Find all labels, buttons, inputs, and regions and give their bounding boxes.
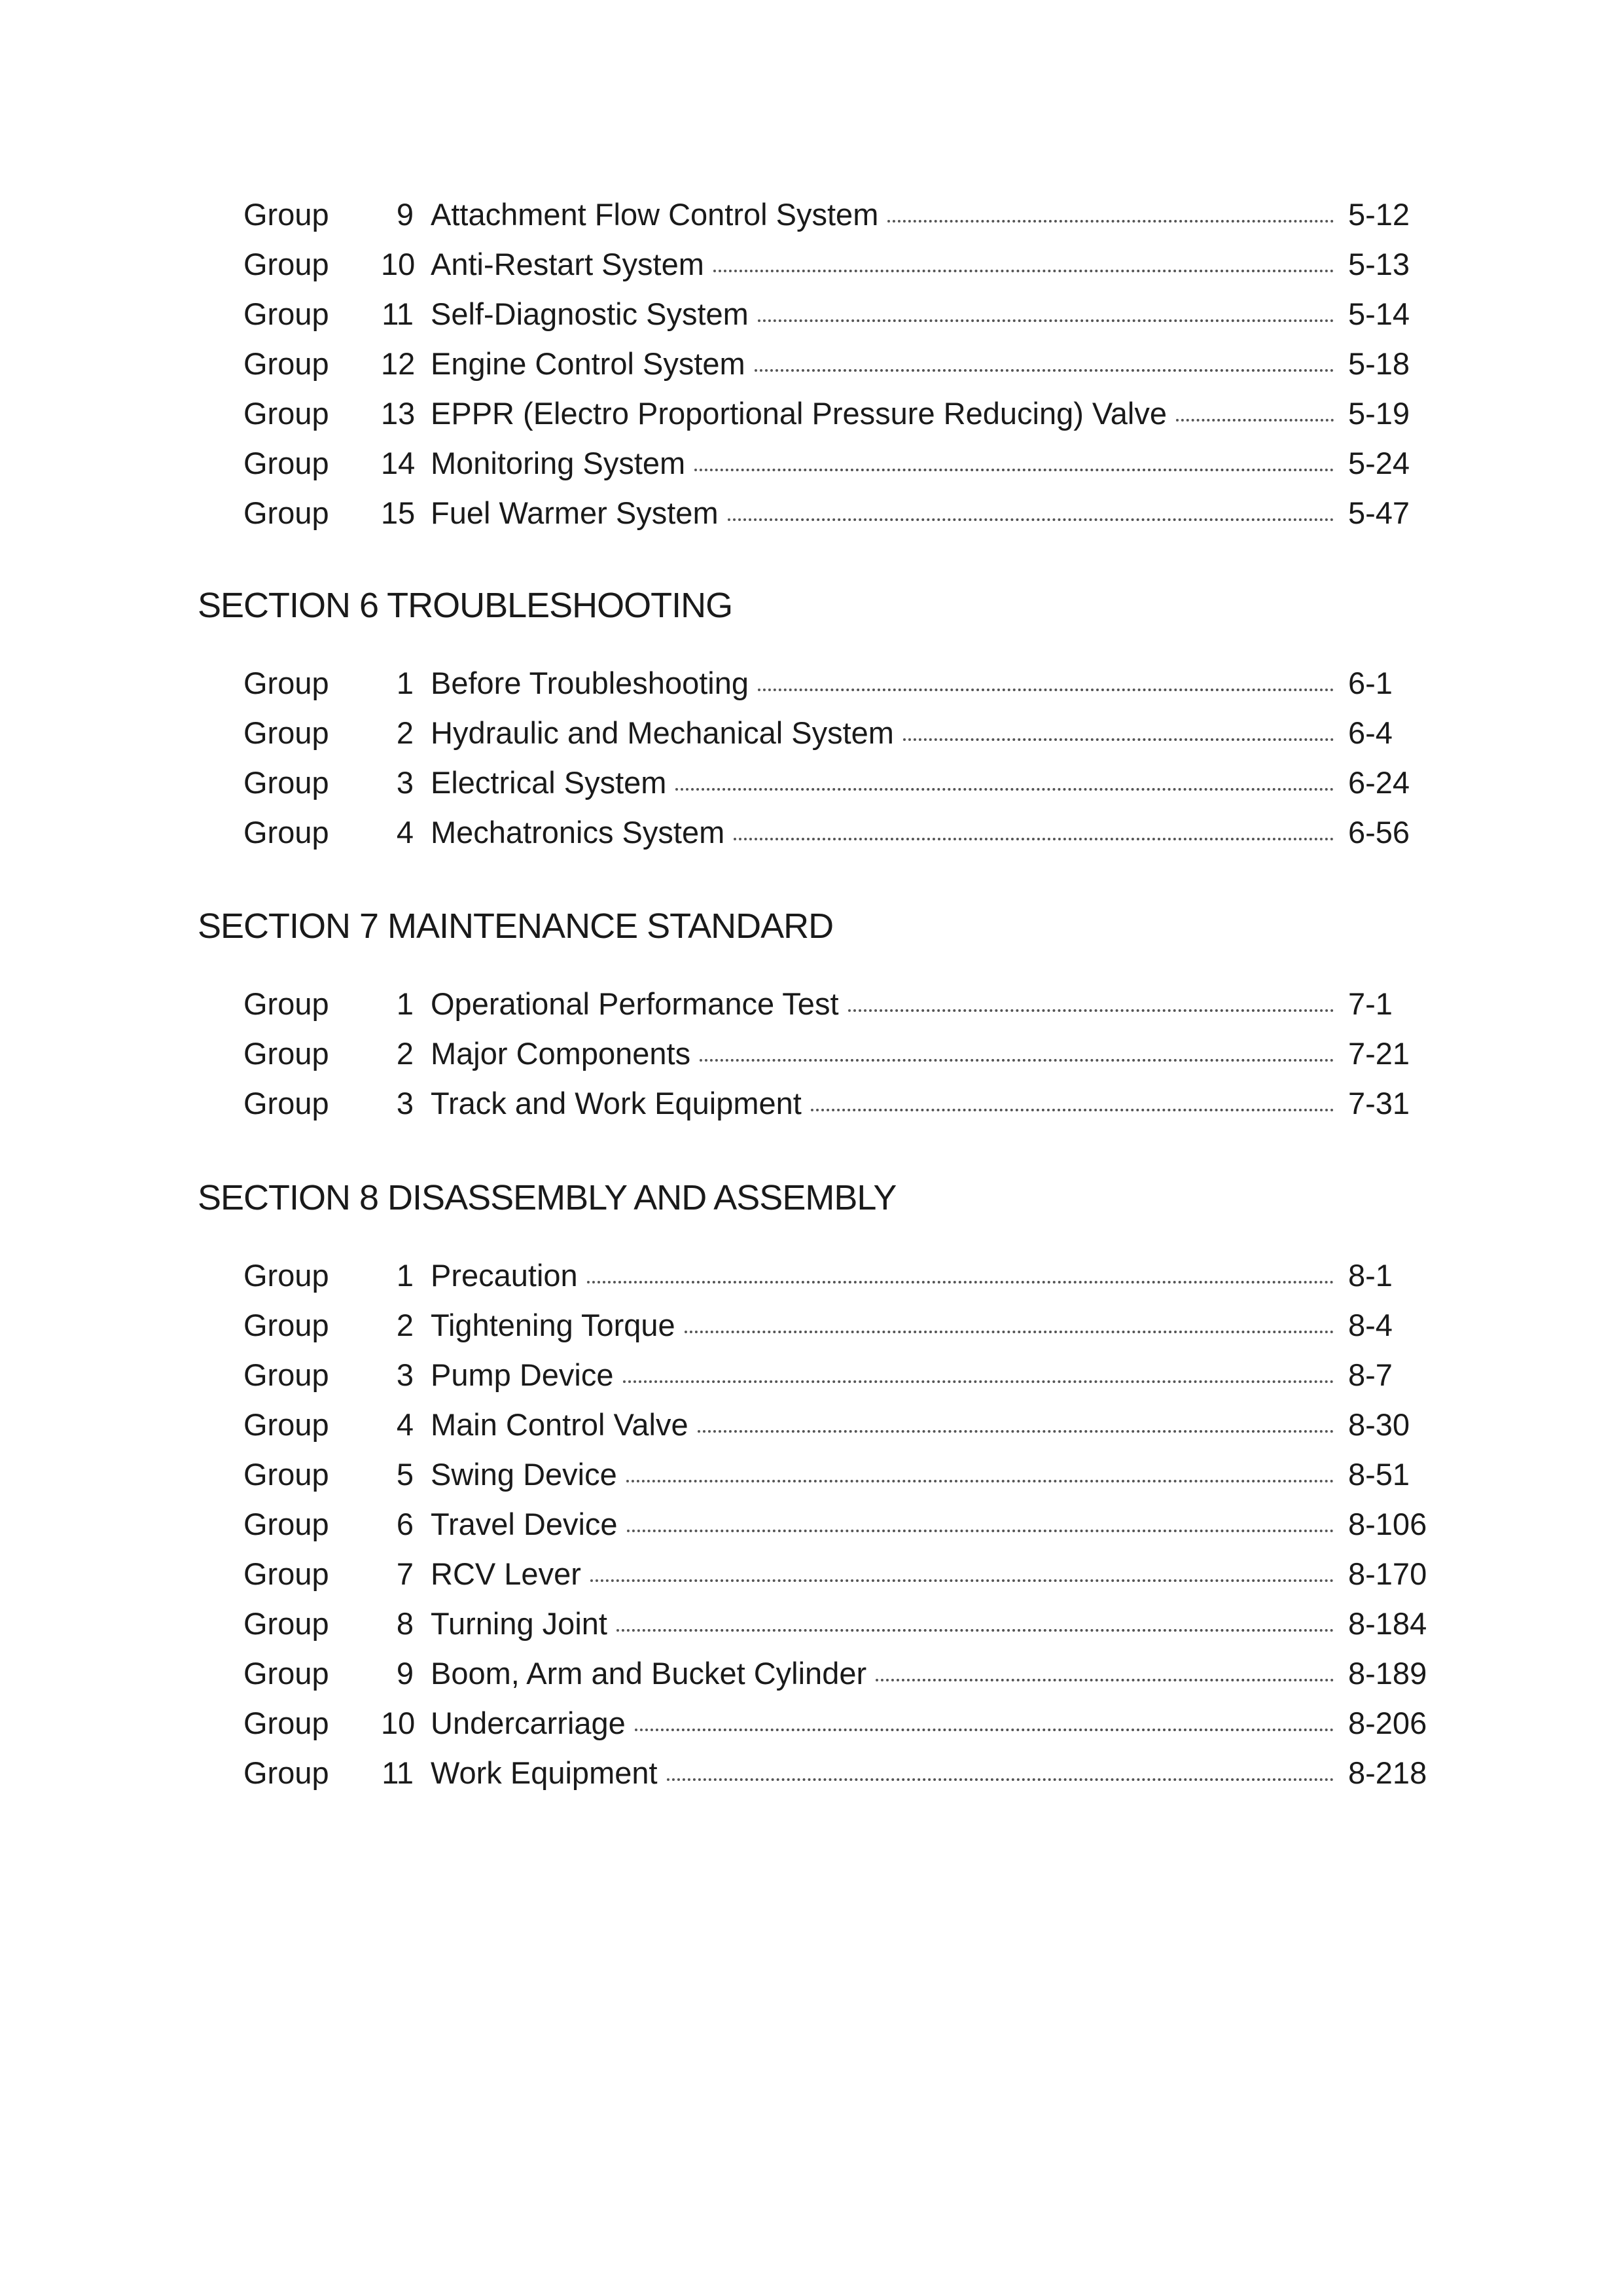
page-number: 8-189 [1348,1656,1427,1691]
dot-leader [887,220,1334,223]
toc-entry[interactable] [0,488,1623,538]
dot-leader [903,738,1334,741]
page-number: 7-1 [1348,986,1393,1021]
entry-title: Hydraulic and Mechanical System [431,708,901,758]
entry-title: Swing Device [431,1450,624,1499]
toc-entry[interactable] [0,808,1623,857]
dot-leader [1176,419,1334,422]
entry-title: Before Troubleshooting [431,658,755,708]
group-number: 13 [381,396,416,431]
page-number: 8-51 [1348,1457,1410,1492]
entry-title: Tightening Torque [431,1300,682,1350]
dot-leader [700,1059,1334,1062]
group-word: Group [243,815,329,850]
toc-entry[interactable] [0,240,1623,289]
group-word: Group [243,986,329,1021]
entry-title: Mechatronics System [431,808,731,857]
dot-leader [713,270,1334,272]
toc-entry[interactable] [0,1079,1623,1128]
entry-title: RCV Lever [431,1549,588,1599]
toc-block-section-6 [0,658,1623,857]
toc-entry[interactable] [0,979,1623,1029]
group-number: 2 [396,1308,414,1342]
group-word: Group [243,247,329,281]
page-number: 5-47 [1348,495,1410,530]
page-number: 6-1 [1348,666,1393,700]
entry-title: EPPR (Electro Proportional Pressure Reducing) Valve [431,389,1173,439]
group-number: 9 [396,197,414,232]
group-word: Group [243,1507,329,1541]
section-heading-7[interactable]: SECTION 7 MAINTENANCE STANDARD [198,906,834,946]
group-number: 10 [381,1706,416,1740]
entry-title: Boom, Arm and Bucket Cylinder [431,1649,873,1698]
group-number: 3 [396,765,414,800]
toc-entry[interactable] [0,758,1623,808]
group-number: 10 [381,247,416,281]
group-word: Group [243,197,329,232]
page-number: 6-24 [1348,765,1410,800]
section-heading-8[interactable]: SECTION 8 DISASSEMBLY AND ASSEMBLY [198,1178,897,1217]
group-word: Group [243,1407,329,1442]
page-number: 5-13 [1348,247,1410,281]
entry-title: Fuel Warmer System [431,488,725,538]
toc-entry[interactable] [0,1649,1623,1698]
group-word: Group [243,346,329,381]
page-number: 8-4 [1348,1308,1393,1342]
toc-entry[interactable] [0,708,1623,758]
toc-block-section-5-continued [0,190,1623,538]
toc-entry[interactable] [0,1300,1623,1350]
dot-leader [616,1629,1334,1632]
group-word: Group [243,1357,329,1392]
group-number: 7 [396,1556,414,1591]
group-word: Group [243,1258,329,1293]
toc-entry[interactable] [0,1499,1623,1549]
toc-entry[interactable] [0,1029,1623,1079]
group-number: 2 [396,715,414,750]
dot-leader [734,838,1334,840]
group-word: Group [243,1556,329,1591]
group-word: Group [243,765,329,800]
entry-title: Engine Control System [431,339,752,389]
page-number: 5-24 [1348,446,1410,480]
entry-title: Track and Work Equipment [431,1079,808,1128]
page-number: 5-14 [1348,296,1410,331]
toc-entry[interactable] [0,1350,1623,1400]
toc-entry[interactable] [0,1549,1623,1599]
group-word: Group [243,666,329,700]
page-number: 8-218 [1348,1755,1427,1790]
group-number: 4 [396,1407,414,1442]
group-word: Group [243,396,329,431]
group-word: Group [243,446,329,480]
toc-entry[interactable] [0,1400,1623,1450]
page-number: 5-12 [1348,197,1410,232]
group-number: 1 [396,1258,414,1293]
group-number: 12 [381,346,416,381]
dot-leader [667,1778,1334,1781]
group-number: 3 [396,1086,414,1121]
page-number: 5-18 [1348,346,1410,381]
dot-leader [685,1331,1334,1333]
group-number: 5 [396,1457,414,1492]
group-word: Group [243,495,329,530]
group-number: 9 [396,1656,414,1691]
section-heading-6[interactable]: SECTION 6 TROUBLESHOOTING [198,586,733,625]
group-number: 1 [396,986,414,1021]
group-number: 14 [381,446,416,480]
page-number: 8-206 [1348,1706,1427,1740]
page-number: 8-170 [1348,1556,1427,1591]
group-number: 1 [396,666,414,700]
page-number: 8-30 [1348,1407,1410,1442]
toc-entry[interactable] [0,1698,1623,1748]
entry-title: Operational Performance Test [431,979,846,1029]
entry-title: Attachment Flow Control System [431,190,885,240]
entry-title: Travel Device [431,1499,624,1549]
group-number: 2 [396,1036,414,1071]
toc-block-section-7 [0,979,1623,1128]
toc-entry[interactable] [0,658,1623,708]
dot-leader [590,1579,1334,1582]
entry-title: Main Control Valve [431,1400,695,1450]
toc-entry[interactable] [0,289,1623,339]
dot-leader [635,1729,1334,1731]
page-number: 6-56 [1348,815,1410,850]
entry-title: Pump Device [431,1350,620,1400]
dot-leader [758,319,1334,322]
group-number: 4 [396,815,414,850]
toc-entry[interactable] [0,1748,1623,1798]
dot-leader [811,1109,1334,1111]
dot-leader [698,1430,1334,1433]
group-word: Group [243,1706,329,1740]
page-number: 7-31 [1348,1086,1410,1121]
entry-title: Self-Diagnostic System [431,289,755,339]
group-word: Group [243,1656,329,1691]
group-number: 15 [381,495,416,530]
toc-entry[interactable] [0,339,1623,389]
group-number: 11 [382,296,414,331]
entry-title: Major Components [431,1029,697,1079]
toc-entry[interactable] [0,389,1623,439]
toc-entry[interactable] [0,1599,1623,1649]
toc-entry[interactable] [0,439,1623,488]
page-number: 5-19 [1348,396,1410,431]
group-word: Group [243,1755,329,1790]
entry-title: Undercarriage [431,1698,632,1748]
page-number: 7-21 [1348,1036,1410,1071]
group-number: 6 [396,1507,414,1541]
dot-leader [876,1679,1334,1681]
toc-entry[interactable] [0,190,1623,240]
toc-block-section-8 [0,1251,1623,1798]
dot-leader [755,369,1334,372]
group-word: Group [243,1606,329,1641]
toc-entry[interactable] [0,1450,1623,1499]
page-number: 8-184 [1348,1606,1427,1641]
dot-leader [587,1281,1334,1283]
dot-leader [848,1009,1334,1012]
group-number: 11 [382,1755,414,1790]
entry-title: Monitoring System [431,439,692,488]
toc-entry[interactable] [0,1251,1623,1300]
page-number: 6-4 [1348,715,1393,750]
dot-leader [675,788,1334,791]
page-number: 8-1 [1348,1258,1393,1293]
group-word: Group [243,296,329,331]
group-word: Group [243,1457,329,1492]
page-number: 8-106 [1348,1507,1427,1541]
dot-leader [758,689,1334,691]
dot-leader [728,518,1334,521]
entry-title: Anti-Restart System [431,240,711,289]
entry-title: Precaution [431,1251,584,1300]
entry-title: Turning Joint [431,1599,614,1649]
dot-leader [694,469,1334,471]
group-word: Group [243,715,329,750]
group-number: 3 [396,1357,414,1392]
group-word: Group [243,1308,329,1342]
group-word: Group [243,1086,329,1121]
group-word: Group [243,1036,329,1071]
dot-leader [626,1480,1334,1482]
entry-title: Electrical System [431,758,673,808]
group-number: 8 [396,1606,414,1641]
dot-leader [623,1380,1334,1383]
dot-leader [627,1530,1334,1532]
page-number: 8-7 [1348,1357,1393,1392]
entry-title: Work Equipment [431,1748,664,1798]
